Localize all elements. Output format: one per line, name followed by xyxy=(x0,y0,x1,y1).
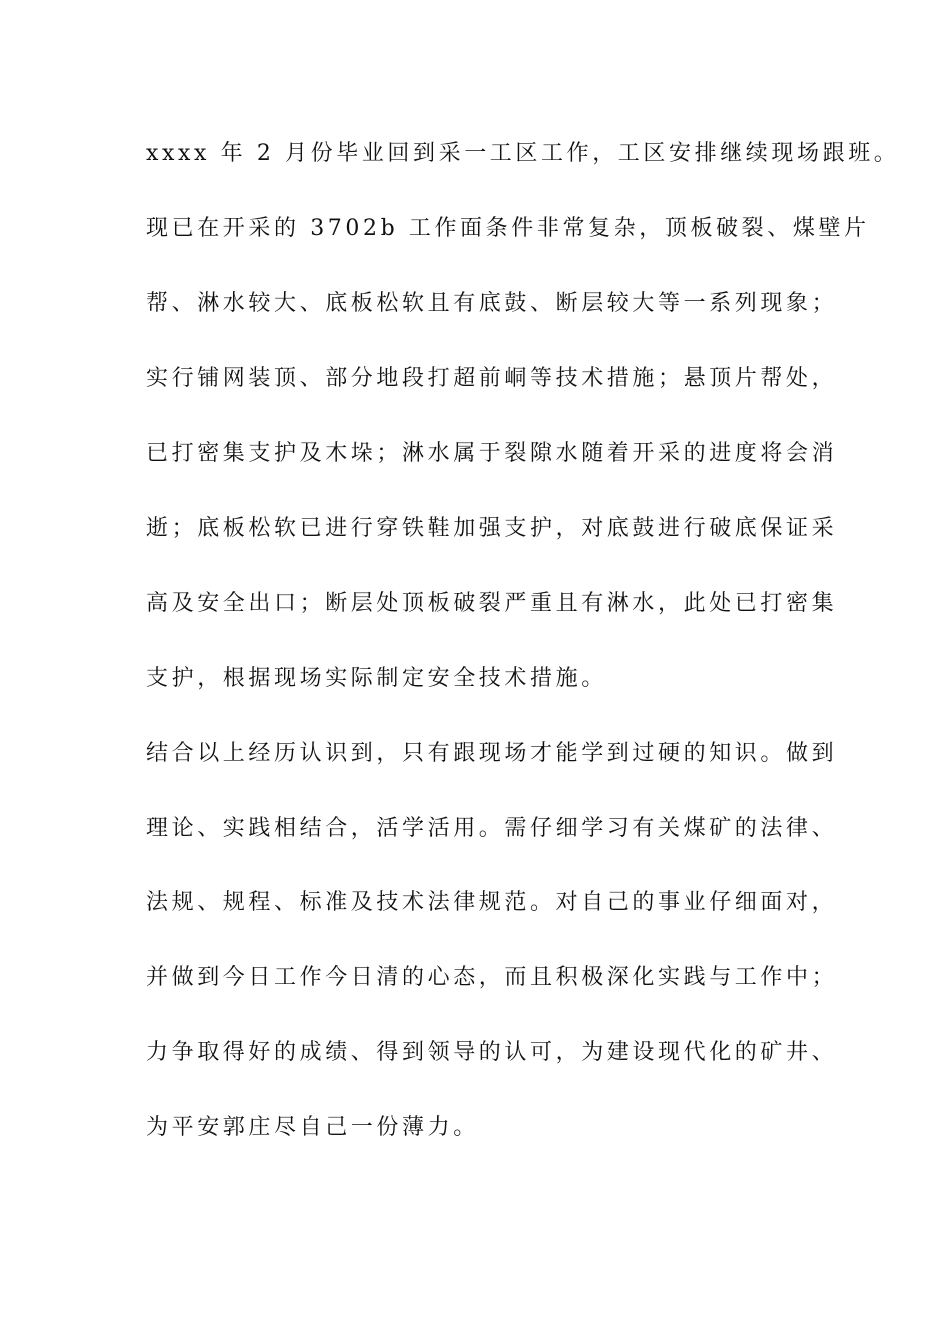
text-line: xxxx 年 2 月份毕业回到采一工区工作，工区安排继续现场跟班。 xyxy=(146,141,900,166)
text-line: 逝；底板松软已进行穿铁鞋加强支护，对底鼓进行破底保证采 xyxy=(146,516,838,541)
text-line: 支护，根据现场实际制定安全技术措施。 xyxy=(146,666,607,691)
text-line: 高及安全出口；断层处顶板破裂严重且有淋水，此处已打密集 xyxy=(146,591,838,616)
text-line: 法规、规程、标准及技术法律规范。对自己的事业仔细面对， xyxy=(146,890,838,915)
text-line: 实行铺网装顶、部分地段打超前峒等技术措施；悬顶片帮处， xyxy=(146,366,838,391)
text-line: 并做到今日工作今日清的心态，而且积极深化实践与工作中； xyxy=(146,965,838,990)
text-line: 力争取得好的成绩、得到领导的认可，为建设现代化的矿井、 xyxy=(146,1040,838,1065)
text-line: 已打密集支护及木垛；淋水属于裂隙水随着开采的进度将会消 xyxy=(146,441,838,466)
text-line: 帮、淋水较大、底板松软且有底鼓、断层较大等一系列现象； xyxy=(146,291,838,316)
text-line: 理论、实践相结合，活学活用。需仔细学习有关煤矿的法律、 xyxy=(146,816,838,841)
text-line: 结合以上经历认识到，只有跟现场才能学到过硬的知识。做到 xyxy=(146,741,838,766)
text-line: 为平安郭庄尽自己一份薄力。 xyxy=(146,1115,479,1140)
text-line: 现已在开采的 3702b 工作面条件非常复杂，顶板破裂、煤壁片 xyxy=(146,216,870,241)
